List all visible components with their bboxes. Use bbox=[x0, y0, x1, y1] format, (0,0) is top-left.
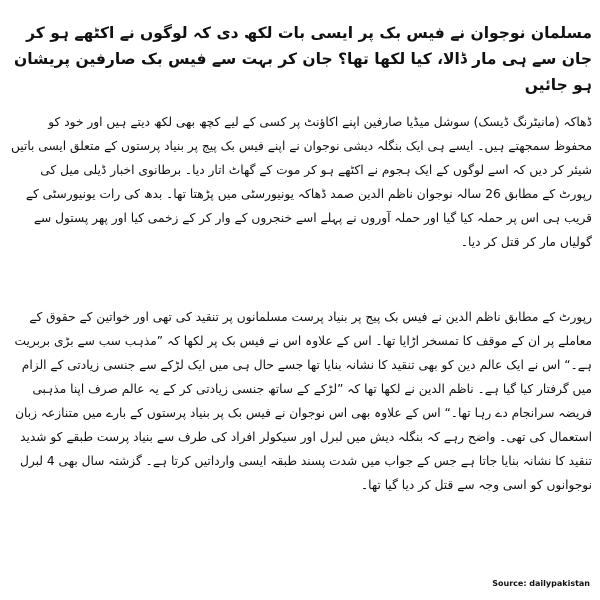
article-paragraph-1: ڈھاکہ (مانیٹرنگ ڈیسک) سوشل میڈیا صارفین اپنے اکاﺅنٹ پر کسی کے لیے کچھ بھی لکھ دیتے ہیں اور خود کو محفوظ سمجھتے ہیں۔ ایسے ہی ایک بنگلہ دیشی نوجوان نے اپنے فیس بک پیج پر بنیاد پرستوں کے متعلق ایسی باتیں شیئر کر دیں کہ اسے لوگوں کے ایک ہجوم نے اکٹھے ہو کر موت کے گھاٹ اتار دیا۔ برطانوی اخبار ڈیلی میل کی رپورٹ کے مطابق 26 سالہ نوجوان ناظم الدین صمد ڈھاکہ یونیورسٹی میں پڑھتا تھا۔ بدھ کی رات یونیورسٹی کے قریب ہی اس پر حملہ کیا گیا اور حملہ آوروں نے پہلے اسے خنجروں کے وار کر کے زخمی کیا اور پھر پستول سے گولیاں مار کر قتل کر دیا۔ bbox=[10, 115, 592, 249]
source-credit: Source: dailypakistan bbox=[492, 579, 590, 588]
article-headline: مسلمان نوجوان نے فیس بک پر ایسی بات لکھ دی کہ لوگوں نے اکٹھے ہو کر جان سے ہی مار ڈالا، کیا لکھا تھا؟ جان کر بہت سے فیس بک صارفین پریشان ہو جائیں bbox=[14, 24, 592, 94]
article-paragraph-2: رپورٹ کے مطابق ناظم الدین نے فیس بک پیج پر بنیاد پرست مسلمانوں پر تنقید کی تھی اور خواتین کے حقوق کے معاملے پر ان کے موقف کا تمسخر اڑایا تھا۔ اس کے علاوہ اس نے فیس بک پر لکھا کہ ”مذہب سب سے بڑی بربریت ہے۔“ اس نے ایک عالم دین کو بھی تنقید کا نشانہ بنایا تھا جسے حال ہی میں ایک لڑکے سے جنسی زیادتی کے الزام میں گرفتار کیا گیا ہے۔ ناظم الدین نے لکھا تھا کہ ”لڑکے کے ساتھ جنسی زیادتی کر کے یہ عالم صرف اپنا مذہبی فریضہ سرانجام دے رہا تھا۔“ اس کے علاوہ بھی اس نوجوان نے فیس بک پر بنیاد پرستوں کے بارے میں متنازعہ زبان استعمال کی تھی۔ واضح رہے کہ بنگلہ دیش میں لبرل اور سیکولر افراد کی طرف سے بنیاد پرست طبقے کو شدید تنقید کا نشانہ بنایا جاتا ہے جس کے جواب میں شدت پسند طبقہ ایسی وارداتیں کرتا ہے۔ گزشتہ سال بھی 4 لبرل نوجوانوں کو اسی وجہ سے قتل کر دیا گیا تھا۔ bbox=[14, 310, 592, 492]
